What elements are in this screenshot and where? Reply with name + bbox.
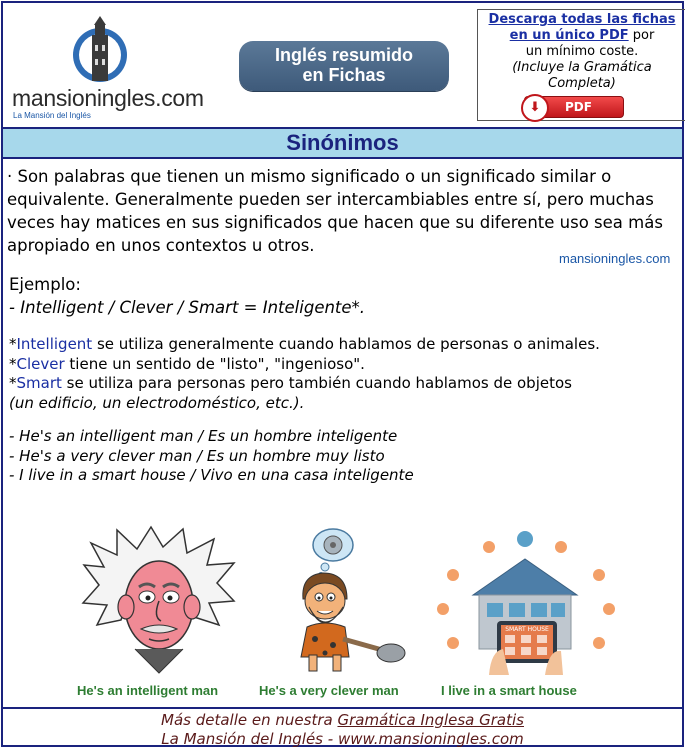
pdf-button-label: PDF [565,100,592,114]
example-label: Ejemplo: [9,275,81,294]
ingles-resumido-button[interactable] [239,41,449,91]
promo-note-1: (Incluye la Gramática [512,60,652,75]
pdf-promo-box [477,9,685,121]
tower-logo-icon [65,15,135,83]
explanation-italic: (un edificio, un electrodoméstico, etc.). [9,393,305,412]
clever-man-illustration [281,527,411,677]
example-sentence-3: - I live in a smart house / Vivo en una casa inteligente [9,466,414,484]
smart-house-label: SMART HOUSE [505,626,549,633]
intelligent-man-illustration [79,525,239,675]
intro-paragraph: · Son palabras que tienen un mismo significado o un significado similar o equivalente. Generalmente pueden ser intercambiables entre sí, pero muchas veces hay matices en sus significados que hacen que su diferente uso sea más apropiado en unos contextos u otros. [7,167,663,255]
footer-prefix: Más detalle en nuestra [161,711,338,729]
example-sentences [9,427,414,486]
explanation-clever: *Clever tiene un sentido de "listo", "ingenioso". [9,354,365,373]
logo-text: mansioningles.com [12,85,204,111]
header [3,3,682,125]
watermark-text: mansioningles.com [559,251,671,266]
caption-clever: He's a very clever man [259,683,399,698]
pdf-download-link-2[interactable]: en un único PDF [509,28,629,43]
site-logo[interactable] [9,15,204,120]
explanation-intelligent: *Intelligent se utiliza generalmente cuando hablamos de personas o animales. [9,335,600,353]
logo-subtext: La Mansión del Inglés [13,111,91,120]
promo-por: por [628,28,655,43]
caption-smart: I live in a smart house [441,683,577,698]
page-title: Sinónimos [286,130,399,155]
promo-cost: un mínimo coste. [525,44,639,59]
caption-intelligent: He's an intelligent man [77,683,219,698]
example-sentence-1: - He's an intelligent man / Es un hombre inteligente [9,427,398,445]
example-line: - Intelligent / Clever / Smart = Inteligente*. [9,298,366,317]
example-sentence-2: - He's a very clever man / Es un hombre muy listo [9,446,385,465]
title-band [3,127,682,159]
resumen-label-line2: en Fichas [302,65,386,85]
pdf-button[interactable] [524,96,624,118]
download-arrow-icon: ⬇ [521,94,549,122]
explanations [9,335,600,413]
gramatica-link[interactable]: Gramática Inglesa Gratis [337,711,524,729]
smart-house-illustration [437,525,617,679]
page-frame [1,1,684,747]
pdf-download-link[interactable]: Descarga todas las fichas [488,12,676,27]
image-captions [3,683,682,699]
footer [3,707,682,747]
content [7,165,682,484]
footer-site: La Mansión del Inglés - www.mansioningles.com [161,730,524,748]
explanation-smart: *Smart se utiliza para personas pero también cuando hablamos de objetos [9,374,572,392]
resumen-label-line1: Inglés resumido [274,45,414,65]
promo-note-2: Completa) [548,76,616,91]
